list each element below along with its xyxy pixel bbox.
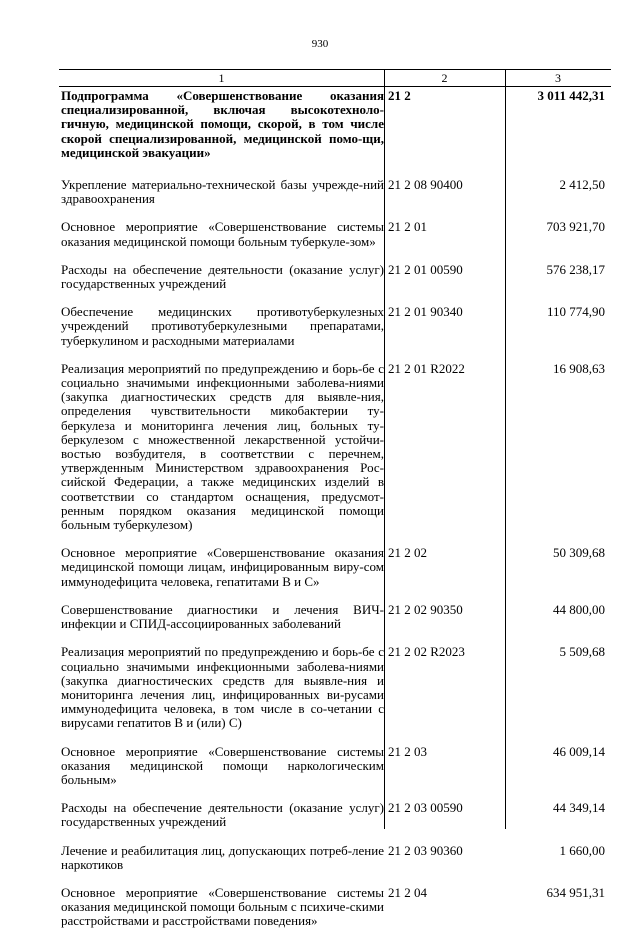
table-row [59,263,611,291]
row-name: Обеспечение медицинских противотуберкулезных учреждений противотуберкулезными препаратами, туберкулином и расходными материалами [61,304,384,348]
table-row [59,89,611,160]
row-name: Укрепление материально-технической базы учрежде-ний здравоохранения [61,177,384,207]
row-code: 21 2 02 [388,545,427,561]
row-name: Реализация мероприятий по предупреждению и борь-бе с социально значимыми инфекционными заболева-ниями (закупка диагностических средств для выявле-ния и мониторинга лечения лиц, инфицированных ви-русами иммунодефицита человека, в том числе в со-четании с вирусами гепатитов В и (или) С) [61,644,384,731]
header-col-2: 2 [441,70,448,85]
row-code: 21 2 01 [388,219,427,235]
row-code: 21 2 03 [388,743,427,759]
row-code: 21 2 01 00590 [388,261,463,277]
row-code: 21 2 01 90340 [388,304,463,320]
row-amount: 576 238,17 [546,261,605,277]
table-row [59,801,611,829]
page-number: 930 [311,38,329,50]
row-amount: 3 011 442,31 [537,88,605,103]
table-header-row [59,70,611,86]
row-name: Подпрограмма «Совершенствование оказания специализированной, включая высокотехноло-гичную, медицинской помощи, скорой, в том числе скорой специализированной, медицинской помо-щи, медицинской эвакуации» [61,88,384,160]
row-amount: 703 921,70 [546,219,605,235]
row-code: 21 2 01 R2022 [388,360,465,376]
row-amount: 110 774,90 [546,304,605,320]
row-code: 21 2 02 90350 [388,601,463,617]
row-name: Лечение и реабилитация лиц, допускающих потреб-ление наркотиков [61,842,384,872]
row-amount: 634 951,31 [546,884,605,900]
table-row [59,745,611,788]
budget-table [59,69,611,929]
row-amount: 1 660,00 [559,842,605,858]
table-row [59,645,611,730]
row-code: 21 2 03 90360 [388,842,463,858]
header-bottom-border [59,86,611,87]
table-row [59,844,611,872]
row-amount: 44 349,14 [553,800,605,816]
row-name: Основное мероприятие «Совершенствование системы оказания медицинской помощи больным с психиче-скими расстройствами и расстройствами поведения» [61,884,384,929]
row-code: 21 2 [388,88,411,103]
row-amount: 16 908,63 [553,360,605,376]
table-row [59,305,611,348]
header-col-3: 3 [555,70,561,85]
row-name: Расходы на обеспечение деятельности (оказание услуг) государственных учреждений [61,261,384,292]
row-code: 21 2 02 R2023 [388,644,465,660]
table-row [59,220,611,248]
row-name: Основное мероприятие «Совершенствование системы оказания медицинской помощи наркологическим больным» [61,743,384,787]
table-row [59,178,611,206]
row-name: Основное мероприятие «Совершенствование системы оказания медицинской помощи больным туберкуле-зом» [61,219,384,249]
row-code: 21 2 03 00590 [388,800,463,816]
row-name: Реализация мероприятий по предупреждению и борь-бе с социально значимыми инфекционными заболева-ниями (закупка диагностических средств для выявле-ния, определения чувствительности микобактерии ту-беркулеза и мониторинга лечения лиц, больных ту-беркулезом с множественной лекарственной устойчи-востью возбудителя, в соответствии с перечнем, утвержденным Министерством здравоохранения Рос-сийской Федерации, а также медицинских изделий в соответствии со стандартом оснащения, предусмот-ренным порядком оказания медицинской помощи больным туберкулезом) [61,360,384,533]
row-amount: 46 009,14 [553,743,605,759]
row-name: Расходы на обеспечение деятельности (оказание услуг) государственных учреждений [61,800,384,830]
row-name: Основное мероприятие «Совершенствование оказания медицинской помощи лицам, инфицированным виру-сом иммунодефицита человека, гепатитами В и С» [61,545,384,589]
table-row [59,362,611,532]
row-code: 21 2 08 90400 [388,177,463,193]
table-row [59,546,611,589]
row-amount: 5 509,68 [559,644,605,660]
row-code: 21 2 04 [388,884,427,900]
row-amount: 44 800,00 [553,601,605,617]
header-col-1: 1 [218,70,225,85]
column-divider [384,69,385,829]
row-amount: 50 309,68 [553,545,605,561]
table-row [59,603,611,631]
row-amount: 2 412,50 [559,177,605,193]
table-row [59,886,611,929]
row-name: Совершенствование диагностики и лечения ВИЧ-инфекции и СПИД-ассоциированных заболеваний [61,601,384,632]
column-divider [505,69,506,829]
